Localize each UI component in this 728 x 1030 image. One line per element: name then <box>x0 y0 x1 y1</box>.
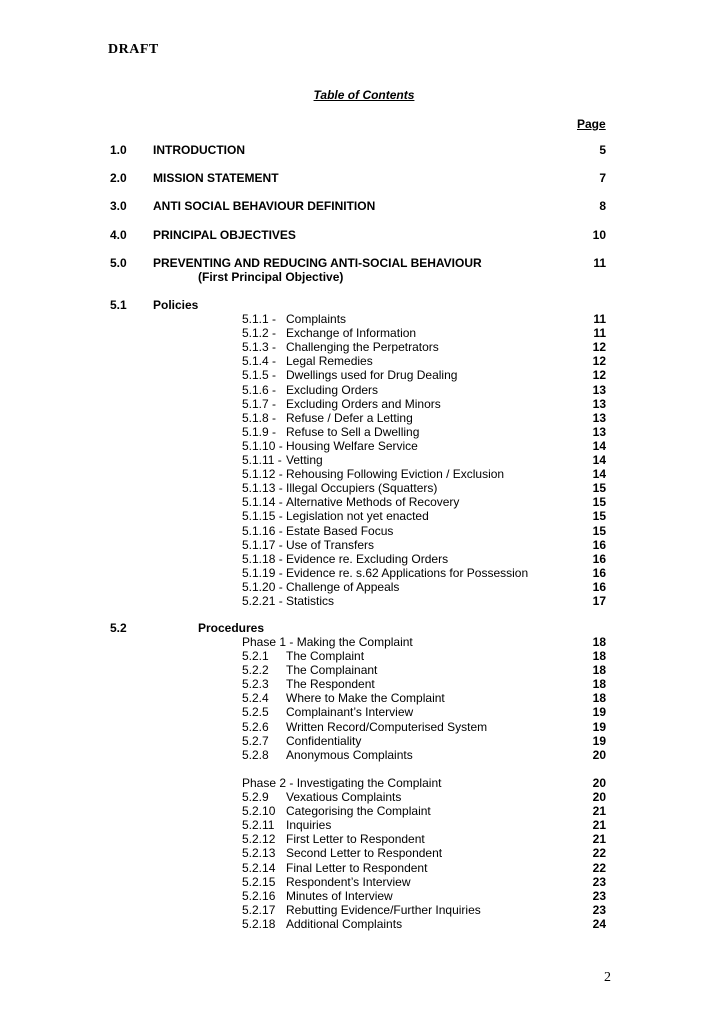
subentry-text: Excluding Orders <box>286 382 379 397</box>
subentry-label <box>242 861 427 875</box>
subentry-text: Additional Complaints <box>286 916 403 931</box>
subentry-text: Anonymous Complaints <box>286 747 413 762</box>
section-title: Procedures <box>198 621 265 635</box>
subentry-code: 5.2.3 <box>242 677 269 692</box>
subentry-page: 13 <box>592 424 606 439</box>
section-number: 5.2 <box>110 621 127 635</box>
subentry-text: Rehousing Following Eviction / Exclusion <box>286 467 505 482</box>
subentry-text: Vexatious Complaints <box>286 790 402 804</box>
subentry-label <box>242 354 373 368</box>
subentry-text: Dwellings used for Drug Dealing <box>286 368 458 383</box>
subentry-code: 5.2.21 - <box>242 594 283 608</box>
subentry-code: 5.1.5 - <box>242 368 277 383</box>
subentry-page: 15 <box>592 495 606 510</box>
subentry-label <box>242 691 445 705</box>
subentry-text: Evidence re. s.62 Applications for Possession <box>286 565 529 580</box>
subentry-text: Written Record/Computerised System <box>286 719 488 734</box>
subentry-page: 19 <box>592 733 606 748</box>
subentry-page: 17 <box>592 594 606 608</box>
subentry-page: 23 <box>592 888 606 903</box>
subentry-text: Challenging the Perpetrators <box>286 340 439 355</box>
entry-number: 1.0 <box>110 143 127 157</box>
subentry-label <box>242 467 504 481</box>
subentry-page: 22 <box>592 846 606 861</box>
subentry-code: 5.1.19 - <box>242 565 283 580</box>
subentry-text: Inquiries <box>286 818 332 833</box>
subentry-text: Categorising the Complaint <box>286 804 431 819</box>
subentry-code: 5.1.11 - <box>242 453 282 467</box>
subentry-text: Refuse / Defer a Letting <box>286 410 413 425</box>
subentry-label <box>242 552 448 566</box>
subentry-code: 5.1.8 - <box>242 410 277 425</box>
phase-title: Phase 2 - Investigating the Complaint <box>242 776 442 790</box>
subentry-label <box>242 720 487 734</box>
subentry-label <box>242 439 418 453</box>
subentry-page: 12 <box>592 340 606 355</box>
subentry-text: The Complainant <box>286 663 378 678</box>
subentry-label <box>242 580 399 594</box>
subentry-page: 23 <box>592 874 606 889</box>
subentry-label <box>242 425 419 439</box>
subentry-page: 15 <box>592 523 606 538</box>
subentry-page: 19 <box>592 719 606 734</box>
subentry-code: 5.1.20 - <box>242 579 283 594</box>
subentry-text: Challenge of Appeals <box>286 579 400 594</box>
subentry-text: Excluding Orders and Minors <box>286 396 441 411</box>
subentry-code: 5.2.7 <box>242 733 269 748</box>
subentry-code: 5.1.7 - <box>242 396 277 411</box>
subentry-code: 5.2.14 <box>242 860 276 875</box>
subentry-label <box>242 594 334 608</box>
subentry-code: 5.2.13 <box>242 846 276 861</box>
entry-page: 8 <box>599 199 606 213</box>
subentry-code: 5.2.16 <box>242 888 276 903</box>
subentry-code: 5.2.10 <box>242 804 276 819</box>
subentry-label <box>242 368 457 382</box>
entry-number: 3.0 <box>110 199 127 213</box>
subentry-code: 5.2.2 <box>242 663 269 678</box>
subentry-page: 20 <box>592 747 606 762</box>
page-number: 2 <box>604 970 611 985</box>
subentry-label <box>242 340 439 354</box>
subentry-label <box>242 383 378 397</box>
subentry-page: 18 <box>592 691 606 706</box>
subentry-label <box>242 804 431 818</box>
subentry-text: Estate Based Focus <box>286 523 394 538</box>
subentry-code: 5.1.10 - <box>242 438 283 453</box>
entry-number: 5.0 <box>110 256 127 270</box>
subentry-code: 5.1.1 - <box>242 312 277 326</box>
subentry-page: 16 <box>592 565 606 580</box>
page-column-label: Page <box>577 117 606 131</box>
subentry-label <box>242 846 442 860</box>
subentry-label <box>242 748 413 762</box>
subentry-page: 11 <box>593 326 606 341</box>
subentry-code: 5.1.13 - <box>242 481 283 496</box>
subentry-page: 22 <box>592 860 606 875</box>
subentry-code: 5.1.17 - <box>242 537 283 552</box>
phase-title: Phase 1 - Making the Complaint <box>242 635 413 649</box>
subentry-label <box>242 524 393 538</box>
subentry-page: 21 <box>592 804 606 819</box>
subentry-page: 14 <box>592 453 606 467</box>
subentry-label <box>242 677 375 691</box>
subentry-text: Final Letter to Respondent <box>286 860 428 875</box>
subentry-text: Legislation not yet enacted <box>286 509 429 524</box>
subentry-label <box>242 397 441 411</box>
entry-subtitle: (First Principal Objective) <box>198 270 344 284</box>
subentry-text: Legal Remedies <box>286 354 373 369</box>
subentry-page: 16 <box>592 537 606 552</box>
subentry-label <box>242 734 361 748</box>
entry-page: 11 <box>593 256 606 270</box>
phase-page: 18 <box>592 635 606 649</box>
subentry-page: 18 <box>592 663 606 678</box>
subentry-label <box>242 875 411 889</box>
subentry-text: The Respondent <box>286 677 375 692</box>
entry-title: INTRODUCTION <box>153 143 245 157</box>
section-title: Policies <box>153 298 199 312</box>
subentry-page: 12 <box>592 368 606 383</box>
subentry-page: 13 <box>592 382 606 397</box>
subentry-page: 21 <box>592 832 606 847</box>
subentry-code: 5.2.4 <box>242 691 269 706</box>
subentry-text: Second Letter to Respondent <box>286 846 443 861</box>
subentry-label <box>242 649 364 663</box>
subentry-text: First Letter to Respondent <box>286 832 425 847</box>
entry-number: 4.0 <box>110 228 127 242</box>
subentry-label <box>242 566 528 580</box>
subentry-code: 5.2.12 <box>242 832 276 847</box>
subentry-code: 5.1.6 - <box>242 382 277 397</box>
entry-page: 7 <box>599 171 606 185</box>
subentry-code: 5.2.1 <box>242 649 269 663</box>
subentry-code: 5.1.15 - <box>242 509 283 524</box>
subentry-label <box>242 889 393 903</box>
subentry-page: 16 <box>592 551 606 566</box>
entry-title: ANTI SOCIAL BEHAVIOUR DEFINITION <box>153 199 376 213</box>
subentry-label <box>242 312 346 326</box>
subentry-text: Refuse to Sell a Dwelling <box>286 424 420 439</box>
subentry-page: 11 <box>593 312 606 326</box>
entry-title: PRINCIPAL OBJECTIVES <box>153 228 296 242</box>
entry-title: MISSION STATEMENT <box>153 171 279 185</box>
subentry-text: The Complaint <box>286 649 365 663</box>
subentry-text: Use of Transfers <box>286 537 375 552</box>
subentry-page: 15 <box>592 481 606 496</box>
draft-label: DRAFT <box>108 42 159 57</box>
subentry-label <box>242 903 481 917</box>
entry-title: PREVENTING AND REDUCING ANTI-SOCIAL BEHAVIOUR <box>153 256 482 270</box>
subentry-code: 5.2.18 <box>242 916 276 931</box>
subentry-label <box>242 663 377 677</box>
subentry-text: Complaints <box>286 312 347 326</box>
subentry-label <box>242 481 437 495</box>
subentry-label <box>242 411 413 425</box>
subentry-label <box>242 326 416 340</box>
subentry-label <box>242 818 331 832</box>
subentry-label <box>242 495 459 509</box>
subentry-text: Illegal Occupiers (Squatters) <box>286 481 438 496</box>
subentry-code: 5.1.2 - <box>242 326 277 341</box>
subentry-label <box>242 538 374 552</box>
subentry-text: Confidentiality <box>286 733 362 748</box>
subentry-code: 5.1.16 - <box>242 523 283 538</box>
subentry-text: Vetting <box>286 453 323 467</box>
subentry-label <box>242 790 401 804</box>
subentry-code: 5.1.9 - <box>242 424 277 439</box>
subentry-code: 5.1.14 - <box>242 495 283 510</box>
toc-title: Table of Contents <box>313 88 415 102</box>
subentry-text: Respondent’s Interview <box>286 874 411 889</box>
subentry-text: Housing Welfare Service <box>286 438 418 453</box>
subentry-page: 12 <box>592 354 606 369</box>
subentry-page: 21 <box>592 818 606 833</box>
subentry-page: 14 <box>592 467 606 482</box>
subentry-code: 5.2.5 <box>242 705 269 720</box>
subentry-code: 5.1.18 - <box>242 551 283 566</box>
subentry-code: 5.1.3 - <box>242 340 277 355</box>
subentry-page: 13 <box>592 410 606 425</box>
subentry-code: 5.2.11 <box>242 818 275 833</box>
subentry-code: 5.1.12 - <box>242 467 283 482</box>
subentry-page: 20 <box>592 790 606 804</box>
subentry-code: 5.2.6 <box>242 719 269 734</box>
subentry-label <box>242 509 429 523</box>
subentry-label <box>242 705 413 719</box>
subentry-code: 5.1.4 - <box>242 354 277 369</box>
subentry-page: 18 <box>592 649 606 663</box>
entry-page: 5 <box>599 143 606 157</box>
subentry-code: 5.2.17 <box>242 902 276 917</box>
subentry-text: Statistics <box>286 594 335 608</box>
subentry-text: Alternative Methods of Recovery <box>286 495 460 510</box>
subentry-page: 19 <box>592 705 606 720</box>
phase-page: 20 <box>592 776 606 790</box>
subentry-page: 18 <box>592 677 606 692</box>
subentry-text: Exchange of Information <box>286 326 417 341</box>
subentry-label <box>242 832 425 846</box>
subentry-page: 15 <box>592 509 606 524</box>
subentry-code: 5.2.8 <box>242 747 269 762</box>
entry-page: 10 <box>592 228 606 242</box>
subentry-page: 13 <box>592 396 606 411</box>
subentry-page: 24 <box>592 916 606 931</box>
subentry-code: 5.2.9 <box>242 790 269 804</box>
subentry-text: Where to Make the Complaint <box>286 691 445 706</box>
subentry-page: 23 <box>592 902 606 917</box>
subentry-text: Minutes of Interview <box>286 888 393 903</box>
section-number: 5.1 <box>110 298 127 312</box>
entry-number: 2.0 <box>110 171 127 185</box>
subentry-page: 16 <box>592 579 606 594</box>
subentry-text: Complainant’s Interview <box>286 705 414 720</box>
subentry-label <box>242 917 402 931</box>
subentry-text: Rebutting Evidence/Further Inquiries <box>286 902 481 917</box>
subentry-code: 5.2.15 <box>242 874 276 889</box>
subentry-page: 14 <box>592 438 606 453</box>
subentry-label <box>242 453 323 467</box>
subentry-text: Evidence re. Excluding Orders <box>286 551 449 566</box>
